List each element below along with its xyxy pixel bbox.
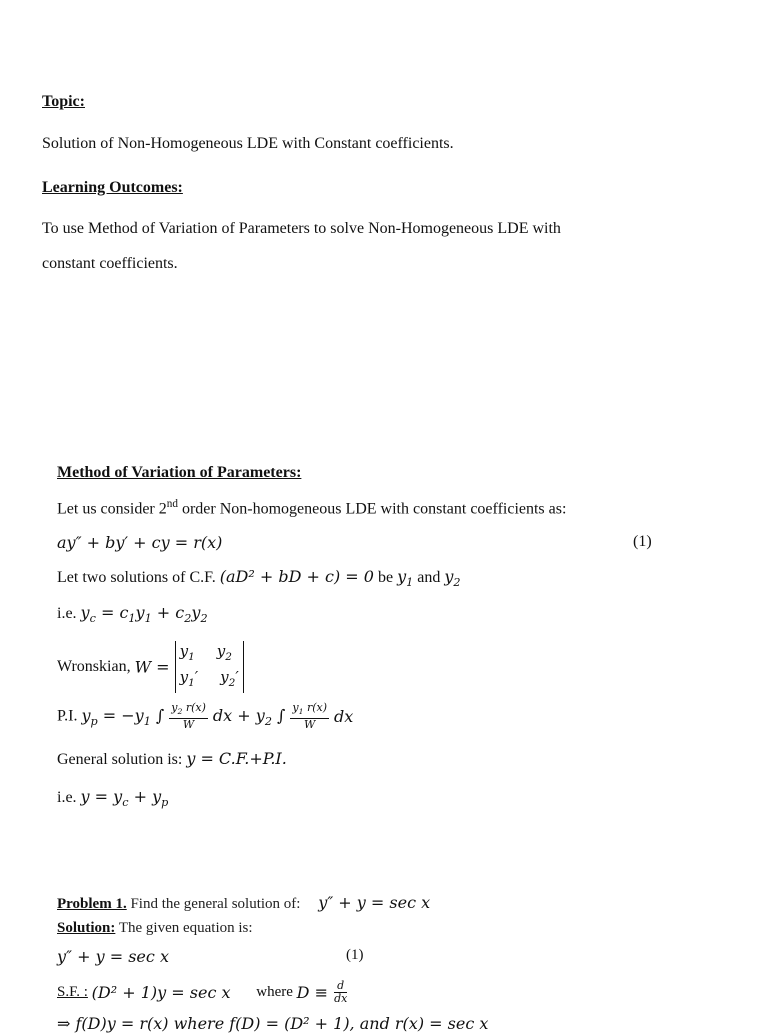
method-ie-line: i.e. $y = y_c + y_p$ xyxy=(57,787,169,810)
sf-line: S.F. : (D² + 1)y = sec x where D ≡ $\frac{d}{dx}$ xyxy=(57,979,348,1005)
method-heading: Method of Variation of Parameters: xyxy=(57,464,302,481)
wronskian-determinant: $y_1$ $y_2$ $y_1'$ $y_2'$ xyxy=(175,641,244,693)
method-wronskian-line: Wronskian, W = $y_1$ $y_2$ $y_1'$ $y_2'$ xyxy=(57,641,244,693)
problem-equation: y″ + y = sec x xyxy=(318,893,431,912)
learning-outcomes-line2: constant coefficients. xyxy=(42,255,178,272)
given-equation-line: y″ + y = sec x (1) xyxy=(57,947,364,966)
method-general-line: General solution is: y = C.F.+P.I. xyxy=(57,749,287,768)
method-yc-line: i.e. $y_c = c_1y_1 + c_2y_2$ xyxy=(57,603,208,626)
method-cf-line: Let two solutions of C.F. (aD² + bD + c) = 0 be $y_1$ and $y_2$ xyxy=(57,567,461,590)
implies-line: ⇒ f(D)y = r(x) where f(D) = (D² + 1), and r(x) = sec x xyxy=(57,1014,489,1033)
method-eq-number: (1) xyxy=(633,533,652,550)
topic-text: Solution of Non-Homogeneous LDE with Constant coefficients. xyxy=(42,135,454,152)
learning-outcomes-line1: To use Method of Variation of Parameters to solve Non-Homogeneous LDE with xyxy=(42,220,561,237)
problem-line: Problem 1. Find the general solution of: y″ + y = sec x xyxy=(57,893,431,912)
problem-label: Problem 1. xyxy=(57,896,127,912)
solution-label: Solution: xyxy=(57,920,116,936)
method-equation-line xyxy=(57,533,657,553)
learning-outcomes-heading: Learning Outcomes: xyxy=(42,179,183,196)
topic-heading: Topic: xyxy=(42,93,85,110)
method-pi-line: P.I. $y_p = -y_1$ ∫ $\frac{y_2 r(x)}{W}$ dx + $y_2$ ∫ $\frac{y_1 r(x)}{W}$ dx xyxy=(57,701,354,732)
method-equation: ay″ + by′ + cy = r(x) xyxy=(57,533,223,552)
method-intro: Let us consider 2nd order Non-homogeneous LDE with constant coefficients as: xyxy=(57,498,567,518)
solution-line: Solution: The given equation is: xyxy=(57,920,253,936)
